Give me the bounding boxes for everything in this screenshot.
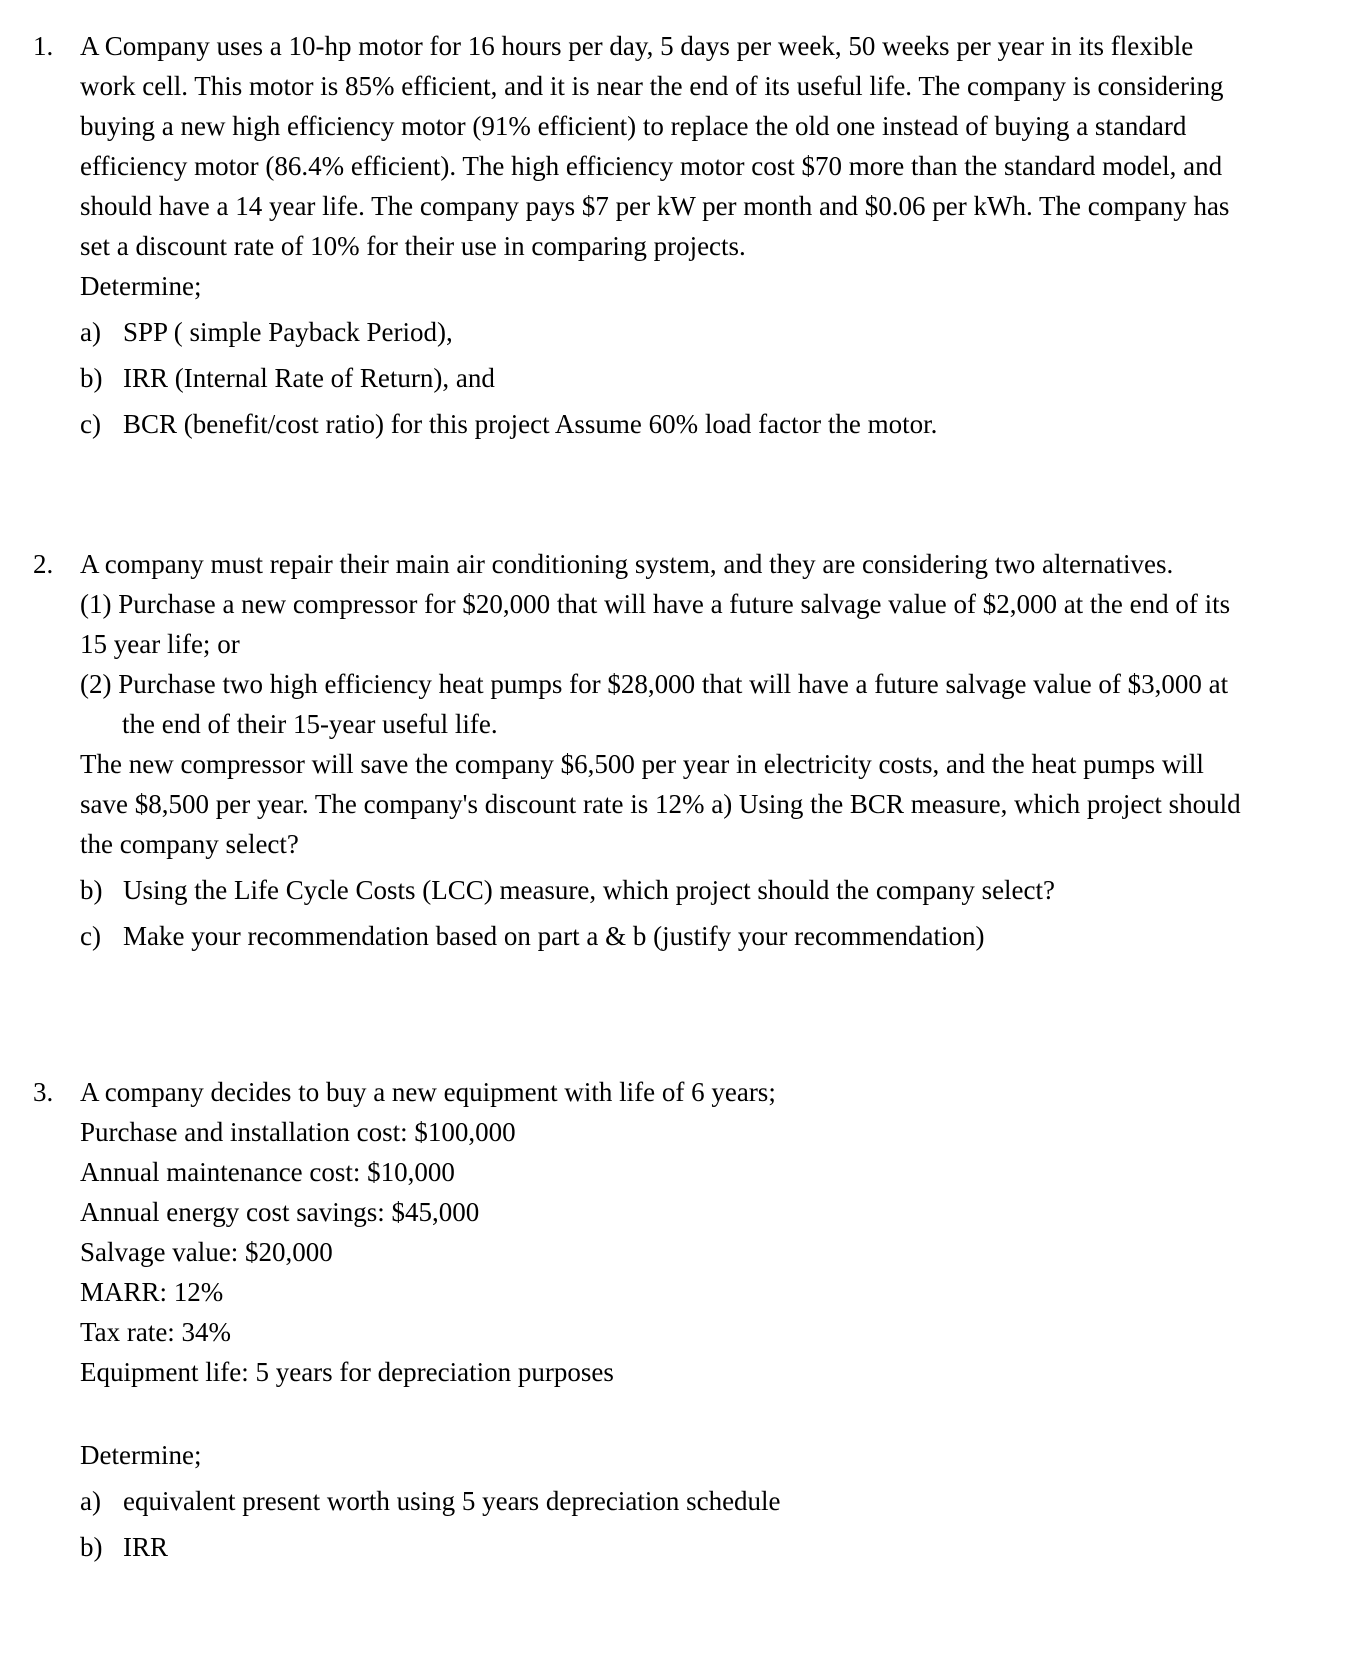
problem-3-intro: A company decides to buy a new equipment with life of 6 years; [80,1077,776,1107]
problem-1-number: 1. [33,31,54,61]
problem-1-part-b [80,358,1255,398]
problem-1-intro: A Company uses a 10-hp motor for 16 hours per day, 5 days per week, 50 weeks per year in its flexible work cell. This motor is 85% efficient, and it is near the end of its useful life. The company is considering buying a new high efficiency motor (91% efficient) to replace the old one instead of buying a standard efficiency motor (86.4% efficient). The high efficiency motor cost $70 more than the standard model, and should have a 14 year life. The company pays $7 per kW per month and $0.06 per kWh. The company has set a discount rate of 10% for their use in comparing projects. [80,31,1230,261]
problem-3-number: 3. [33,1077,54,1107]
spec-salvage-value: Salvage value: $20,000 [80,1237,333,1267]
part-label: a) [80,317,101,347]
problem-2-body: The new compressor will save the company $6,500 per year in electricity costs, and the heat pumps will save $8,500 per year. The company's discount rate is 12% a) Using the BCR measure, which project should the company select? [80,749,1241,859]
problem-2-number: 2. [33,549,54,579]
part-label: a) [80,1486,101,1516]
problem-3-part-a [80,1481,1255,1521]
part-text: IRR (Internal Rate of Return), and [123,363,495,393]
problem-2 [33,544,1255,956]
problem-3 [33,1072,1255,1567]
problem-2-alternative-1: (1) Purchase a new compressor for $20,000 that will have a future salvage value of $2,000 at the end of its 15 year life; or [80,589,1231,659]
problem-3-determine-label: Determine; [80,1440,202,1470]
part-text: IRR [123,1532,169,1562]
spec-marr: MARR: 12% [80,1277,224,1307]
spec-tax-rate: Tax rate: 34% [80,1317,232,1347]
part-label: c) [80,409,101,439]
spec-equipment-life: Equipment life: 5 years for depreciation purposes [80,1357,614,1387]
problem-3-content [80,1072,1255,1567]
problem-1 [33,26,1255,444]
part-text: equivalent present worth using 5 years depreciation schedule [123,1486,781,1516]
spec-energy-savings: Annual energy cost savings: $45,000 [80,1197,480,1227]
problem-1-determine-label: Determine; [80,271,202,301]
problem-3-part-b [80,1527,1255,1567]
part-text: SPP ( simple Payback Period), [123,317,453,347]
part-text: Make your recommendation based on part a & b (justify your recommendation) [123,921,985,951]
problem-2-intro: A company must repair their main air conditioning system, and they are considering two alternatives. [80,549,1174,579]
spec-maintenance-cost: Annual maintenance cost: $10,000 [80,1157,455,1187]
part-label: c) [80,921,101,951]
problem-1-part-c [80,404,1255,444]
problem-2-content [80,544,1255,956]
part-label: b) [80,1532,103,1562]
part-label: b) [80,875,103,905]
part-text: BCR (benefit/cost ratio) for this project Assume 60% load factor the motor. [123,409,938,439]
spec-purchase-cost: Purchase and installation cost: $100,000 [80,1117,516,1147]
problem-2-part-c [80,916,1255,956]
part-label: b) [80,363,103,393]
problem-2-alternative-2: (2) Purchase two high efficiency heat pumps for $28,000 that will have a future salvage value of $3,000 at the end of their 15-year useful life. [80,669,1229,739]
problem-1-content [80,26,1255,444]
part-text: Using the Life Cycle Costs (LCC) measure, which project should the company select? [123,875,1056,905]
problem-2-part-b [80,870,1255,910]
problem-1-part-a [80,312,1255,352]
